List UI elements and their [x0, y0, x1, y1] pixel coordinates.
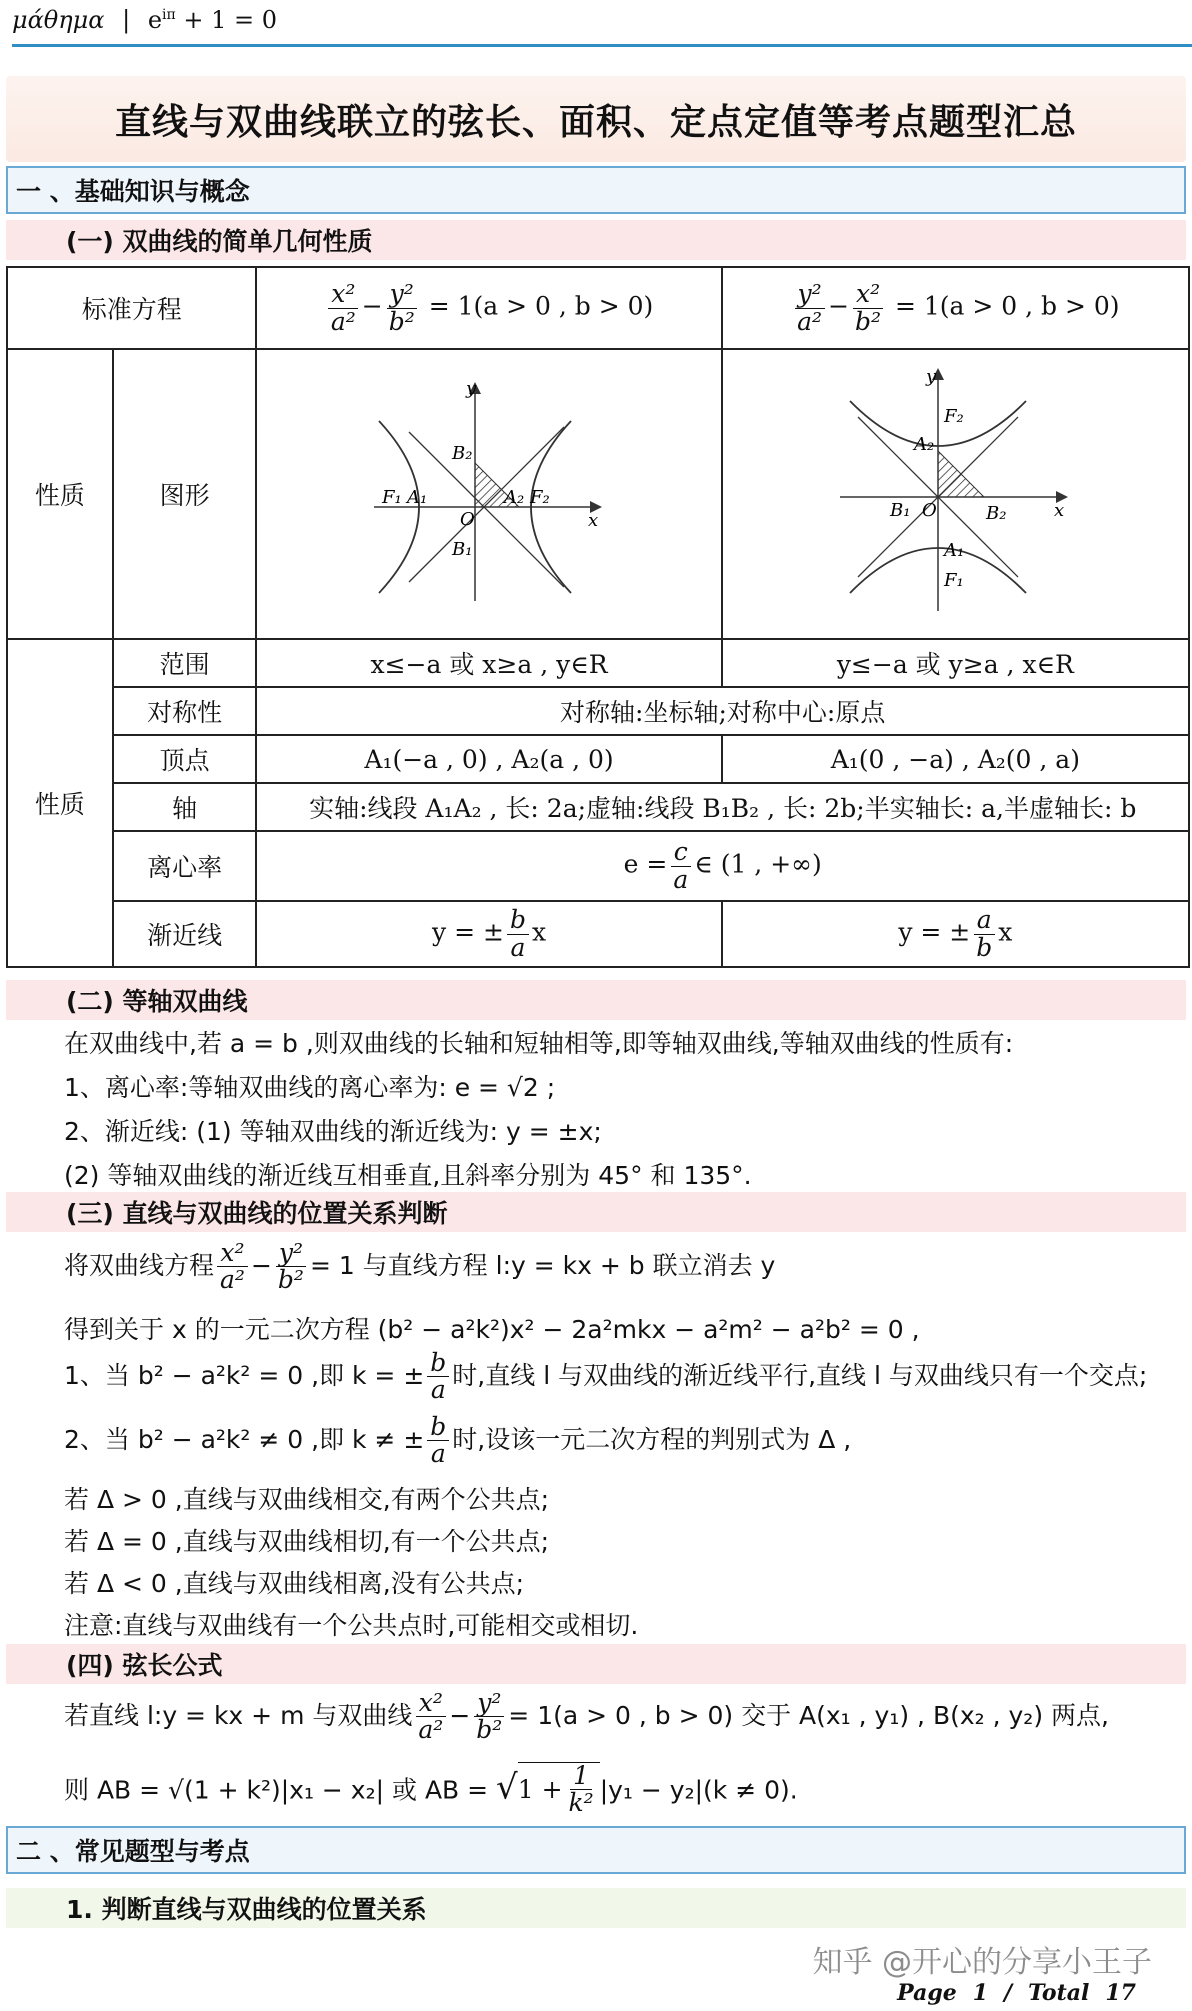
- label-y: y: [926, 366, 937, 387]
- vertex-label: 顶点: [113, 735, 257, 783]
- symmetry-value: 对称轴:坐标轴;对称中心:原点: [256, 687, 1189, 735]
- subsection-heading-5: 1. 判断直线与双曲线的位置关系: [6, 1888, 1186, 1928]
- axis-value: 实轴:线段 A₁A₂ , 长: 2a;虚轴:线段 B₁B₂ , 长: 2b;半实轴长: a,半虚轴长: b: [256, 783, 1189, 831]
- label-B2: B₂: [452, 443, 473, 464]
- text-line: 注意:直线与双曲线有一个公共点时,可能相交或相切.: [64, 1611, 639, 1640]
- text-line: 1、离心率:等轴双曲线的离心率为: e = √2 ;: [64, 1073, 556, 1102]
- text-line: 得到关于 x 的一元二次方程 (b² − a²k²)x² − 2a²mkx − a²m² − a²b² = 0 ,: [64, 1315, 920, 1344]
- text-line: 若直线 l:y = kx + m 与双曲线 $\frac{\text{x²}}{\text{a²}}$ − $\frac{\text{y²}}{\text{b²}}$ = 1(a > 0 , b > 0) 交于 A(x₁ , y₁) , B(x₂ , y₂) 两点,: [64, 1688, 1109, 1745]
- symmetry-label: 对称性: [113, 687, 257, 735]
- asymptote-label: 渐近线: [113, 901, 257, 967]
- label-O: O: [460, 509, 475, 530]
- std-eq-right: $\frac{\text{y²}}{\text{a²}}$ − $\frac{\text{x²}}{\text{b²}}$ = 1(a > 0 , b > 0): [722, 267, 1189, 349]
- hyperbola-properties-table: [6, 266, 1190, 968]
- label-F1: F₁: [944, 570, 965, 591]
- page-indicator: Page 1 / Total 17: [897, 1980, 1136, 2006]
- property-label-2: 性质: [7, 639, 113, 967]
- label-F2: F₂: [530, 487, 550, 508]
- axis-label: 轴: [113, 783, 257, 831]
- euler-formula: $e^{i\pi} + 1 = 0$: [147, 6, 277, 34]
- figure-left-cell: [256, 349, 721, 639]
- eccentricity-value: e = $\frac{c}{a}$ ∈ (1 , +∞): [256, 831, 1189, 901]
- label-O: O: [922, 500, 938, 521]
- text-line: 则 AB = √(1 + k²)|x₁ − x₂| 或 AB = √ 1 + $\frac{1}{\text{k²}}$ |y₁ − y₂|(k ≠ 0).: [64, 1761, 798, 1818]
- text-line: 1、当 b² − a²k² = 0 ,即 k = ± $\frac{b}{a}$ 时,直线 l 与双曲线的渐近线平行,直线 l 与双曲线只有一个交点;: [64, 1348, 1148, 1405]
- range-right: y≤−a 或 y≥a , x∈R: [722, 639, 1189, 687]
- subsection-heading-3: (三) 直线与双曲线的位置关系判断: [6, 1192, 1186, 1232]
- figure-label: 图形: [113, 349, 257, 639]
- asymptote-right: y = ± $\frac{a}{b}$ x: [722, 901, 1189, 967]
- vertex-left: A₁(−a , 0) , A₂(a , 0): [256, 735, 721, 783]
- std-eq-left: $\frac{\text{x²}}{\text{a²}}$ − $\frac{\text{y²}}{\text{b²}}$ = 1(a > 0 , b > 0): [256, 267, 721, 349]
- section-heading-1: 一 、基础知识与概念: [6, 166, 1186, 214]
- hyperbola-graph-right: [840, 366, 1070, 616]
- section-heading-2: 二 、常见题型与考点: [6, 1826, 1186, 1874]
- label-y: y: [466, 378, 477, 399]
- title-band: [6, 76, 1186, 162]
- text-line: 若 Δ > 0 ,直线与双曲线相交,有两个公共点;: [64, 1485, 550, 1514]
- text-line: 2、渐近线: (1) 等轴双曲线的渐近线为: y = ±x;: [64, 1117, 602, 1146]
- header-separator: |: [122, 6, 131, 34]
- header-rule: [12, 44, 1192, 47]
- text-line: 在双曲线中,若 a = b ,则双曲线的长轴和短轴相等,即等轴双曲线,等轴双曲线的性质有:: [64, 1029, 1014, 1058]
- label-A1: A₁: [944, 540, 965, 561]
- label-F1: F₁: [382, 487, 402, 508]
- text-line: (2) 等轴双曲线的渐近线互相垂直,且斜率分别为 45° 和 135°.: [64, 1161, 752, 1190]
- label-B1: B₁: [452, 539, 473, 560]
- hyperbola-graph-left: [374, 376, 604, 606]
- label-A2: A₂: [914, 434, 935, 455]
- brand-text: μάθημα: [12, 6, 105, 34]
- range-left: x≤−a 或 x≥a , y∈R: [256, 639, 721, 687]
- subsection-heading-2: (二) 等轴双曲线: [6, 980, 1186, 1020]
- asymptote-left: y = ± $\frac{b}{a}$ x: [256, 901, 721, 967]
- label-B1: B₁: [890, 500, 911, 521]
- label-B2: B₂: [986, 503, 1007, 524]
- subsection-heading-1: (一) 双曲线的简单几何性质: [6, 220, 1186, 260]
- std-eq-header: 标准方程: [7, 267, 256, 349]
- label-x: x: [1054, 500, 1065, 521]
- vertex-right: A₁(0 , −a) , A₂(0 , a): [722, 735, 1189, 783]
- eccentricity-label: 离心率: [113, 831, 257, 901]
- label-F2: F₂: [944, 406, 965, 427]
- label-x: x: [588, 510, 599, 531]
- text-line: 2、当 b² − a²k² ≠ 0 ,即 k ≠ ± $\frac{b}{a}$ 时,设该一元二次方程的判别式为 Δ ,: [64, 1412, 852, 1469]
- text-line: 若 Δ = 0 ,直线与双曲线相切,有一个公共点;: [64, 1527, 550, 1556]
- range-label: 范围: [113, 639, 257, 687]
- figure-right-cell: [722, 349, 1189, 639]
- page-title: 直线与双曲线联立的弦长、面积、定点定值等考点题型汇总: [114, 101, 1077, 143]
- zhihu-watermark: 知乎 @开心的分享小王子: [812, 1945, 1152, 1980]
- property-label-1: 性质: [7, 349, 113, 639]
- label-A1: A₁: [407, 487, 428, 508]
- label-A2: A₂: [504, 487, 525, 508]
- subsection-heading-4: (四) 弦长公式: [6, 1644, 1186, 1684]
- running-header: [12, 6, 277, 40]
- text-line: 若 Δ < 0 ,直线与双曲线相离,没有公共点;: [64, 1569, 525, 1598]
- text-line: 将双曲线方程 $\frac{\text{x²}}{\text{a²}}$ − $\frac{\text{y²}}{\text{b²}}$ = 1 与直线方程 l:y = kx + b 联立消去 y: [64, 1238, 776, 1295]
